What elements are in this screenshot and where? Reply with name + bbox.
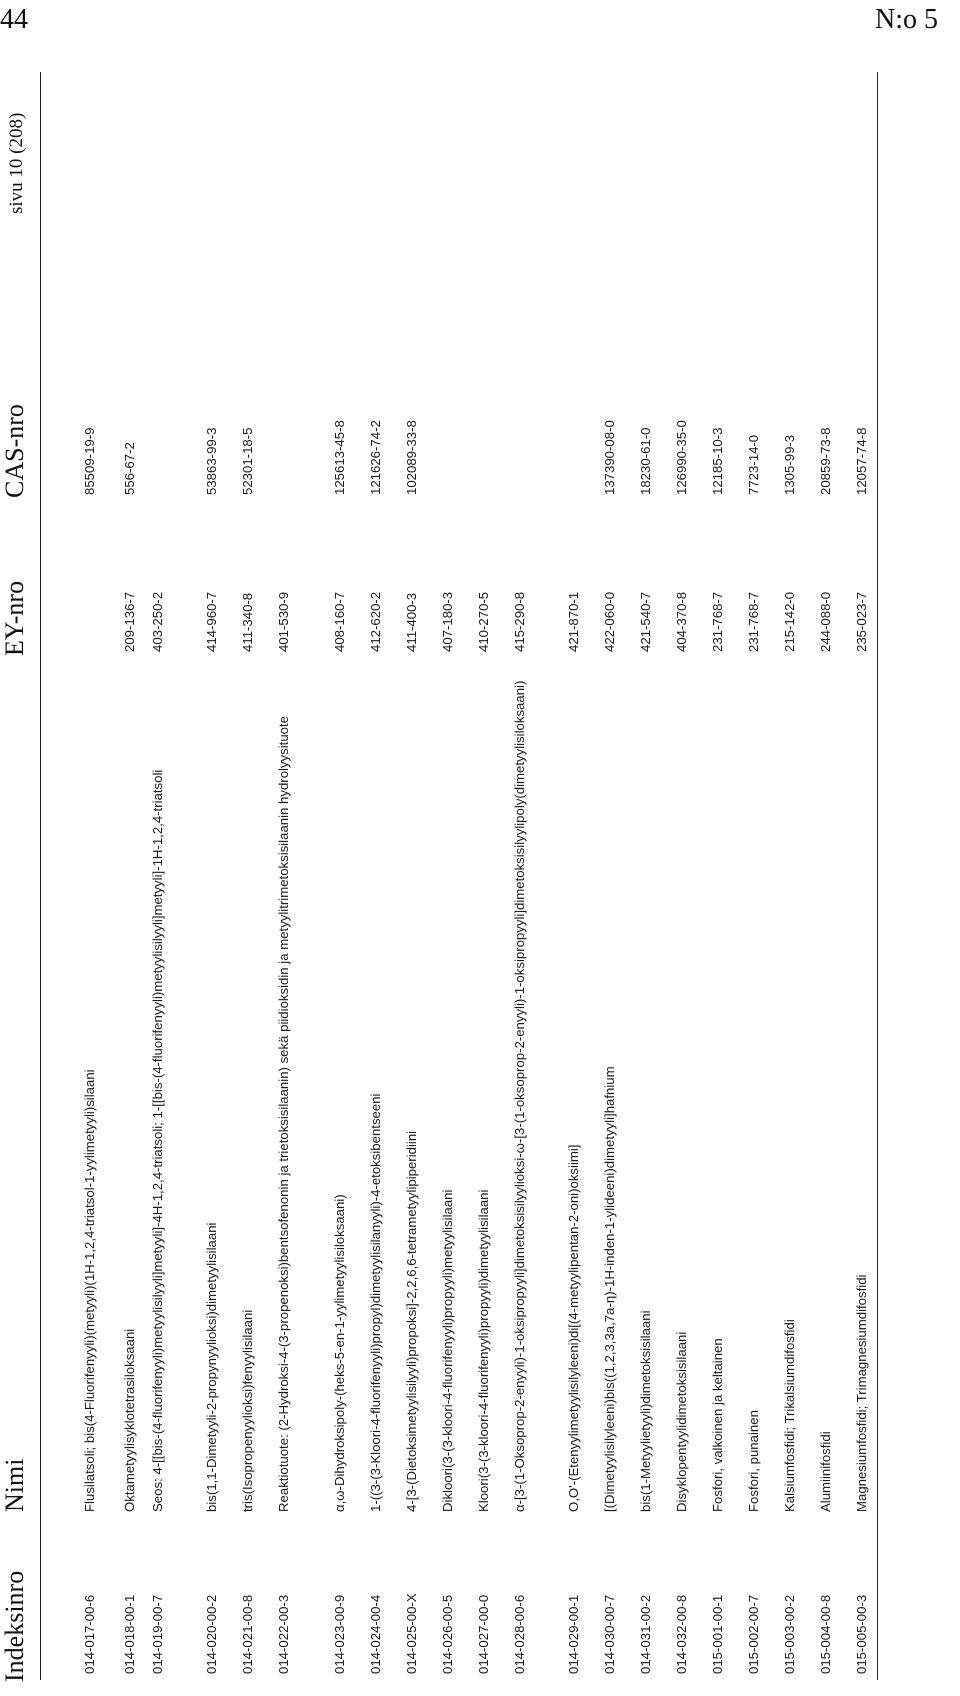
header-index: Indeksinro (0, 1570, 29, 1682)
issue-number: N:o 5 (875, 4, 938, 35)
index-cell: 015-005-00-3 (854, 1594, 869, 1674)
ey-number-cell: 209-136-7 (122, 591, 137, 652)
name-cell: Oktametyylisyklotetrasiloksaani (122, 1328, 137, 1512)
header-name: Nimi (0, 1458, 29, 1512)
cas-number-cell: 556-67-2 (122, 442, 137, 495)
name-cell: 4-[3-(Dietoksimetyylisilyyli)propoksi]-2,2,6,6-tetrametyylipiperidiini (404, 1130, 419, 1512)
ey-number-cell: 404-370-8 (674, 591, 689, 652)
cas-number-cell: 12057-74-8 (854, 427, 869, 495)
cas-number-cell: 85509-19-9 (82, 427, 97, 495)
name-cell: 1-((3-(3-Kloori-4-fluorifenyyli)propyl)dimetyylisilanyyli)-4-etoksibentseeni (368, 1093, 383, 1512)
ey-number-cell: 422-060-0 (602, 591, 617, 652)
name-cell: Magnesiumfosfidi; Trimagnesiumdifosfidi (854, 1274, 869, 1512)
name-cell: α,ω-Dihydroksipoly-(heks-5-en-1-yylimetyylisiloksaani) (332, 1194, 347, 1512)
ey-number-cell: 411-400-3 (404, 592, 419, 652)
index-cell: 014-019-00-7 (150, 1594, 165, 1674)
index-cell: 014-026-00-5 (440, 1594, 455, 1674)
cas-number-cell: 12185-10-3 (710, 427, 725, 495)
index-cell: 014-028-00-6 (512, 1594, 527, 1674)
index-cell: 014-021-00-8 (240, 1594, 255, 1674)
name-cell: Kalsiumfosfidi; Trikalsiumdifosfidi (782, 1319, 797, 1512)
cas-number-cell: 1305-99-3 (782, 434, 797, 495)
ey-number-cell: 408-160-7 (332, 591, 347, 652)
index-cell: 014-030-00-7 (602, 1594, 617, 1674)
ey-number-cell: 215-142-0 (782, 591, 797, 652)
index-cell: 014-023-00-9 (332, 1594, 347, 1674)
ey-number-cell: 401-530-9 (276, 591, 291, 652)
ey-number-cell: 412-620-2 (368, 591, 383, 652)
ey-number-cell: 231-768-7 (746, 591, 761, 652)
header-page-ref: sivu 10 (208) (6, 112, 27, 214)
cas-number-cell: 18230-61-0 (638, 427, 653, 495)
name-cell: O,O'-(Etenyylimetyylisilyleeni)di[(4-metyylipentan-2-oni)oksiimi] (566, 1144, 581, 1512)
index-cell: 014-020-00-2 (204, 1594, 219, 1674)
index-cell: 015-003-00-2 (782, 1594, 797, 1674)
cas-number-cell: 121626-74-2 (368, 420, 383, 495)
index-cell: 014-025-00-X (404, 1593, 419, 1674)
ey-number-cell: 414-960-7 (204, 591, 219, 652)
name-cell: Kloori(3-(3-kloori-4-fluorifenyyli)propyyli)dimetyylisilaani (476, 1189, 491, 1512)
name-cell: Fosfori, valkoinen ja keltainen (710, 1338, 725, 1512)
ey-number-cell: 415-290-8 (512, 591, 527, 652)
cas-number-cell: 126990-35-0 (674, 420, 689, 495)
cas-number-cell: 137390-08-0 (602, 420, 617, 495)
name-cell: Reaktiotuote: (2-Hydroksi-4-(3-propenoksi)bentsofenonin ja trietoksisilaanin) sekä piidioksidin ja metyylitrimetoksisilaanin hydrolyysituote (276, 715, 291, 1512)
name-cell: α-[3-(1-Oksoprop-2-enyyli)-1-oksipropyyli]dimetoksisilyylioksi-ω-[3-(1-oksoprop-2-enyyli)-1-oksipropyyli]dimetoksisilyylipoly(dimetyylisiloksaani) (512, 680, 527, 1512)
index-cell: 014-024-00-4 (368, 1594, 383, 1674)
ey-number-cell: 244-088-0 (818, 591, 833, 652)
ey-number-cell: 410-270-5 (476, 591, 491, 652)
cas-number-cell: 52301-18-5 (240, 427, 255, 495)
header-cas: CAS-nro (0, 404, 29, 498)
ey-number-cell: 411-340-8 (240, 592, 255, 652)
name-cell: Disyklopentyylidimetoksisilaani (674, 1331, 689, 1512)
cas-number-cell: 20859-73-8 (818, 427, 833, 495)
top-rule (40, 72, 41, 1680)
index-cell: 014-032-00-8 (674, 1594, 689, 1674)
name-cell: Flusilatsoli; bis(4-Fluorifenyyli)(metyyli)(1H-1,2,4-triatsol-1-yylimetyyli)silaani (82, 1069, 97, 1512)
name-cell: [(Dimetyylisilyleeni)bis((1,2,3,3a,7a-η)-1H-inden-1-ylideeni)dimetyyli]hafnium (602, 1066, 617, 1512)
ey-number-cell: 407-180-3 (440, 591, 455, 652)
index-cell: 014-027-00-0 (476, 1594, 491, 1674)
cas-number-cell: 53863-99-3 (204, 427, 219, 495)
cas-number-cell: 7723-14-0 (746, 434, 761, 495)
index-cell: 014-029-00-1 (566, 1594, 581, 1674)
index-cell: 014-018-00-1 (122, 1594, 137, 1674)
header-ey: EY-nro (0, 580, 29, 656)
ey-number-cell: 403-250-2 (150, 591, 165, 652)
name-cell: bis(1-Metyylietyyli)dimetoksisilaani (638, 1310, 653, 1512)
cas-number-cell: 102089-33-8 (404, 420, 419, 495)
ey-number-cell: 421-870-1 (566, 591, 581, 652)
name-cell: Alumiinifosfidi (818, 1431, 833, 1512)
index-cell: 015-001-00-1 (710, 1594, 725, 1674)
name-cell: Fosfori, punainen (746, 1410, 761, 1512)
index-cell: 015-002-00-7 (746, 1594, 761, 1674)
ey-number-cell: 231-768-7 (710, 591, 725, 652)
index-cell: 015-004-00-8 (818, 1594, 833, 1674)
ey-number-cell: 421-540-7 (638, 591, 653, 652)
name-cell: tris(Isopropenyylioksi)fenyylisilaani (240, 1309, 255, 1512)
name-cell: Dikloori(3-(3-kloori-4-fluorifenyyli)propyyli)metyylisilaani (440, 1189, 455, 1512)
index-cell: 014-031-00-2 (638, 1594, 653, 1674)
header-rule (877, 72, 878, 1680)
cas-number-cell: 125613-45-8 (332, 420, 347, 495)
page-number: 44 (0, 4, 28, 35)
ey-number-cell: 235-023-7 (854, 591, 869, 652)
name-cell: Seos: 4-[[bis-(4-fluorifenyyli)metyylisilyyli]metyyli]-4H-1,2,4-triatsoli; 1-[[bis-(4-fluorifenyyli)metyylisilyyli]metyyli]-1H-1,2,4-triatsoli (150, 769, 165, 1512)
name-cell: bis(1,1-Dimetyyli-2-propynyylioksi)dimetyylisilaani (204, 1222, 219, 1512)
index-cell: 014-022-00-3 (276, 1594, 291, 1674)
index-cell: 014-017-00-6 (82, 1594, 97, 1674)
